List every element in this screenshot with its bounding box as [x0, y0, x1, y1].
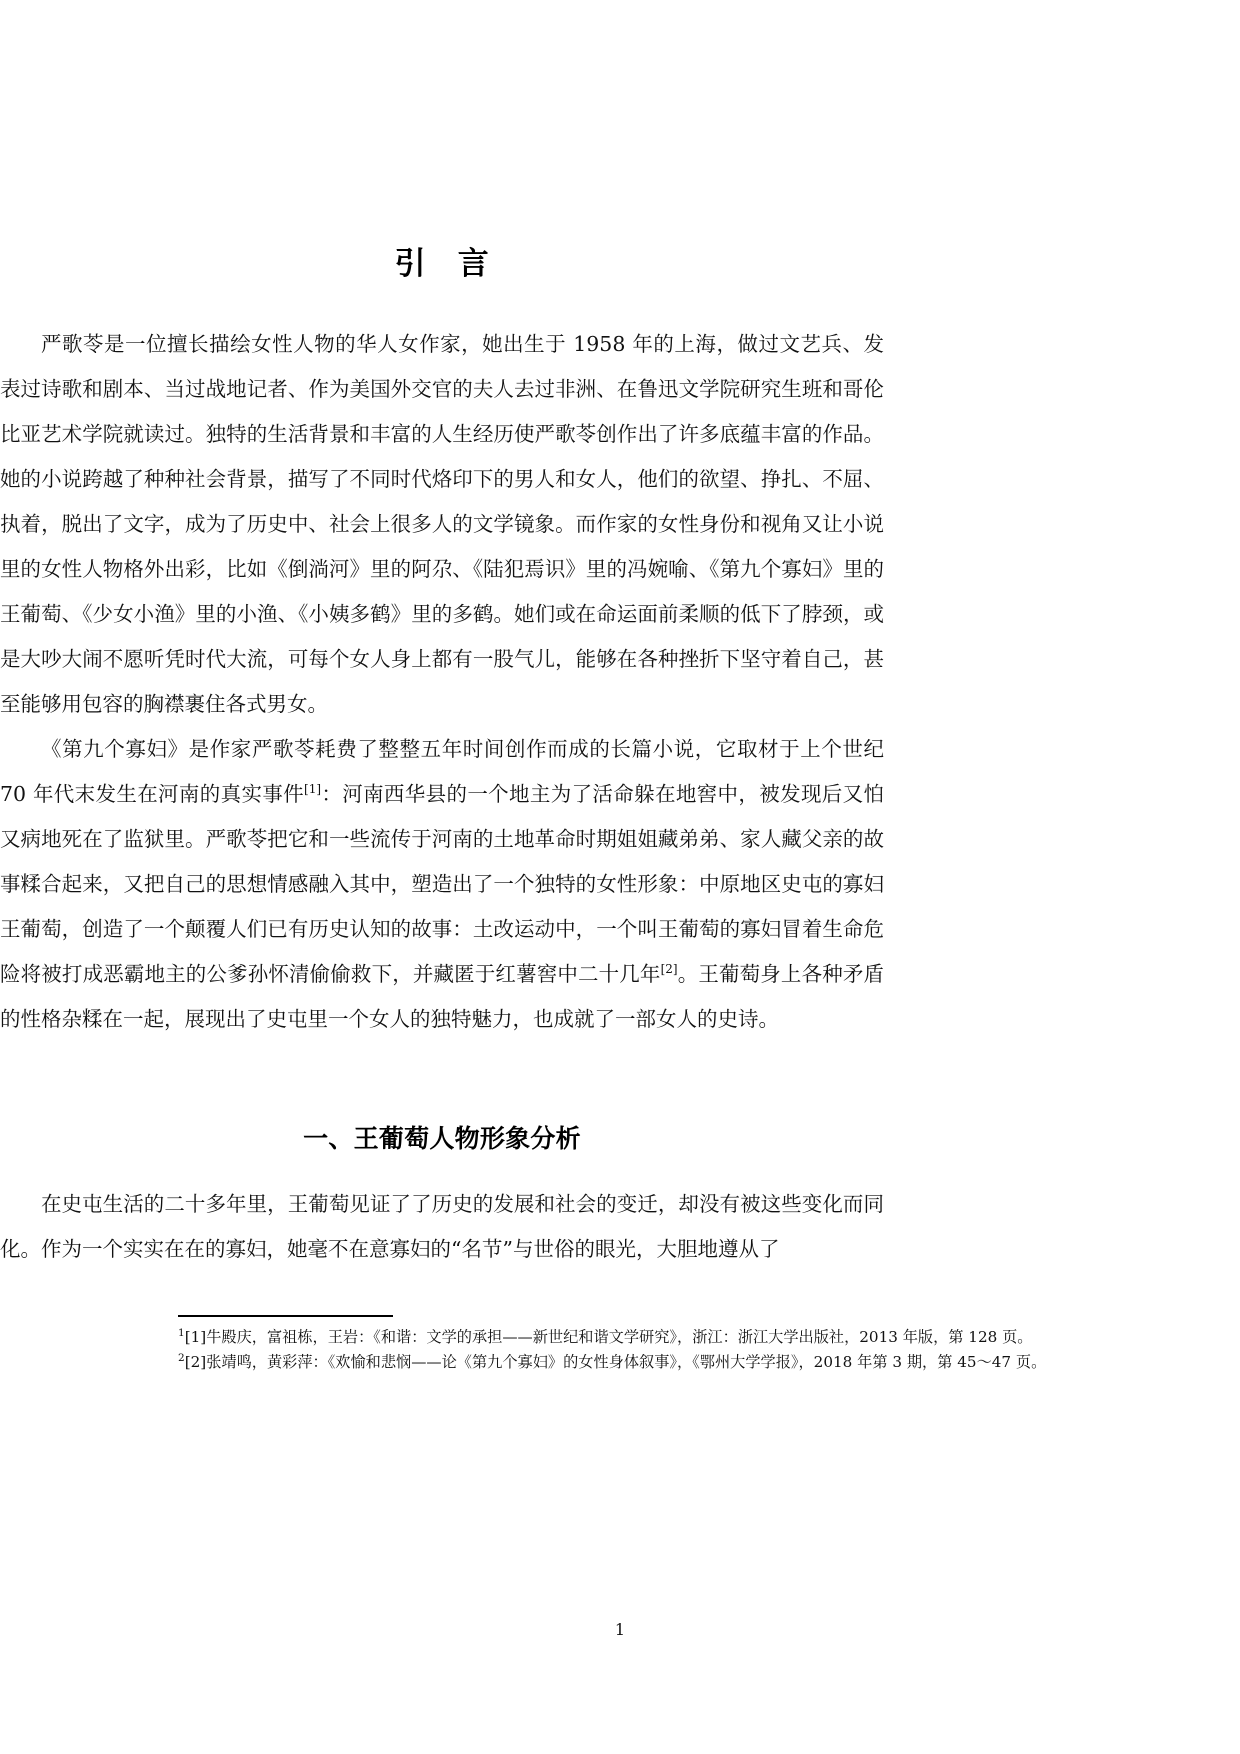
intro-paragraph-2-part-c: 。王葡萄身上各种矛盾的性格杂糅在一起，展现出了史屯里一个女人的独特魅力，也成就了一部女人的史诗。: [0, 962, 885, 1031]
intro-paragraph-2: [0, 727, 884, 1042]
footnote-item: [178, 1350, 1062, 1375]
footnote-marker-1[interactable]: [1]: [304, 782, 322, 797]
footnote-text: [1]牛殿庆，富祖栋，王岩：《和谐：文学的承担——新世纪和谐文学研究》，浙江：浙江大学出版社，2013 年版，第 128 页。: [184, 1328, 1033, 1346]
section-heading-one: 一、王葡萄人物形象分析: [303, 1123, 581, 1153]
footnote-area: [178, 1315, 1062, 1375]
footnote-marker-2[interactable]: [2]: [660, 962, 678, 977]
intro-paragraph-2-part-b: ：河南西华县的一个地主为了活命躲在地窖中，被发现后又怕又病地死在了监狱里。严歌苓把它和一些流传于河南的土地革命时期姐姐藏弟弟、家人藏父亲的故事糅合起来，又把自己的思想情感融入其中，塑造出了一个独特的女性形象：中原地区史屯的寡妇王葡萄，创造了一个颠覆人们已有历史认知的故事：土改运动中，一个叫王葡萄的寡妇冒着生命危险将被打成恶霸地主的公爹孙怀清偷偷救下，并藏匿于红薯窖中二十几年: [0, 782, 884, 986]
chapter-title: 引 言: [394, 246, 490, 282]
footnote-number: 1: [178, 1326, 185, 1339]
section-one-body: [0, 1182, 884, 1272]
footnote-number: 2: [178, 1351, 185, 1364]
introduction-body: [0, 322, 884, 1042]
intro-paragraph-2-part-a: 《第九个寡妇》是作家严歌苓耗费了整整五年时间创作而成的长篇小说，它取材于上个世纪 70 年代末发生在河南的真实事件: [0, 737, 884, 806]
page-number: 1: [614, 1620, 626, 1639]
intro-paragraph-1: 严歌苓是一位擅长描绘女性人物的华人女作家，她出生于 1958 年的上海，做过文艺兵、发表过诗歌和剧本、当过战地记者、作为美国外交官的夫人去过非洲、在鲁迅文学院研究生班和哥伦比亚艺术学院就读过。独特的生活背景和丰富的人生经历使严歌苓创作出了许多底蕴丰富的作品。她的小说跨越了种种社会背景，描写了不同时代烙印下的男人和女人，他们的欲望、挣扎、不屈、执着，脱出了文字，成为了历史中、社会上很多人的文学镜象。而作家的女性身份和视角又让小说里的女性人物格外出彩，比如《倒淌河》里的阿尕、《陆犯焉识》里的冯婉喻、《第九个寡妇》里的王葡萄、《少女小渔》里的小渔、《小姨多鹤》里的多鹤。她们或在命运面前柔顺的低下了脖颈，或是大吵大闹不愿听凭时代大流，可每个女人身上都有一股气儿，能够在各种挫折下坚守着自己，甚至能够用包容的胸襟裹住各式男女。: [0, 332, 884, 716]
footnote-text: [2]张靖鸣，黄彩萍：《欢愉和悲悯——论《第九个寡妇》的女性身体叙事》，《鄂州大学学报》，2018 年第 3 期，第 45～47 页。: [184, 1353, 1047, 1371]
footnote-item: [178, 1325, 1062, 1350]
footnote-separator-rule: [178, 1315, 393, 1317]
section-one-paragraph-1: 在史屯生活的二十多年里，王葡萄见证了了历史的发展和社会的变迁，却没有被这些变化而同化。作为一个实实在在的寡妇，她毫不在意寡妇的“名节”与世俗的眼光，大胆地遵从了: [0, 1192, 884, 1261]
